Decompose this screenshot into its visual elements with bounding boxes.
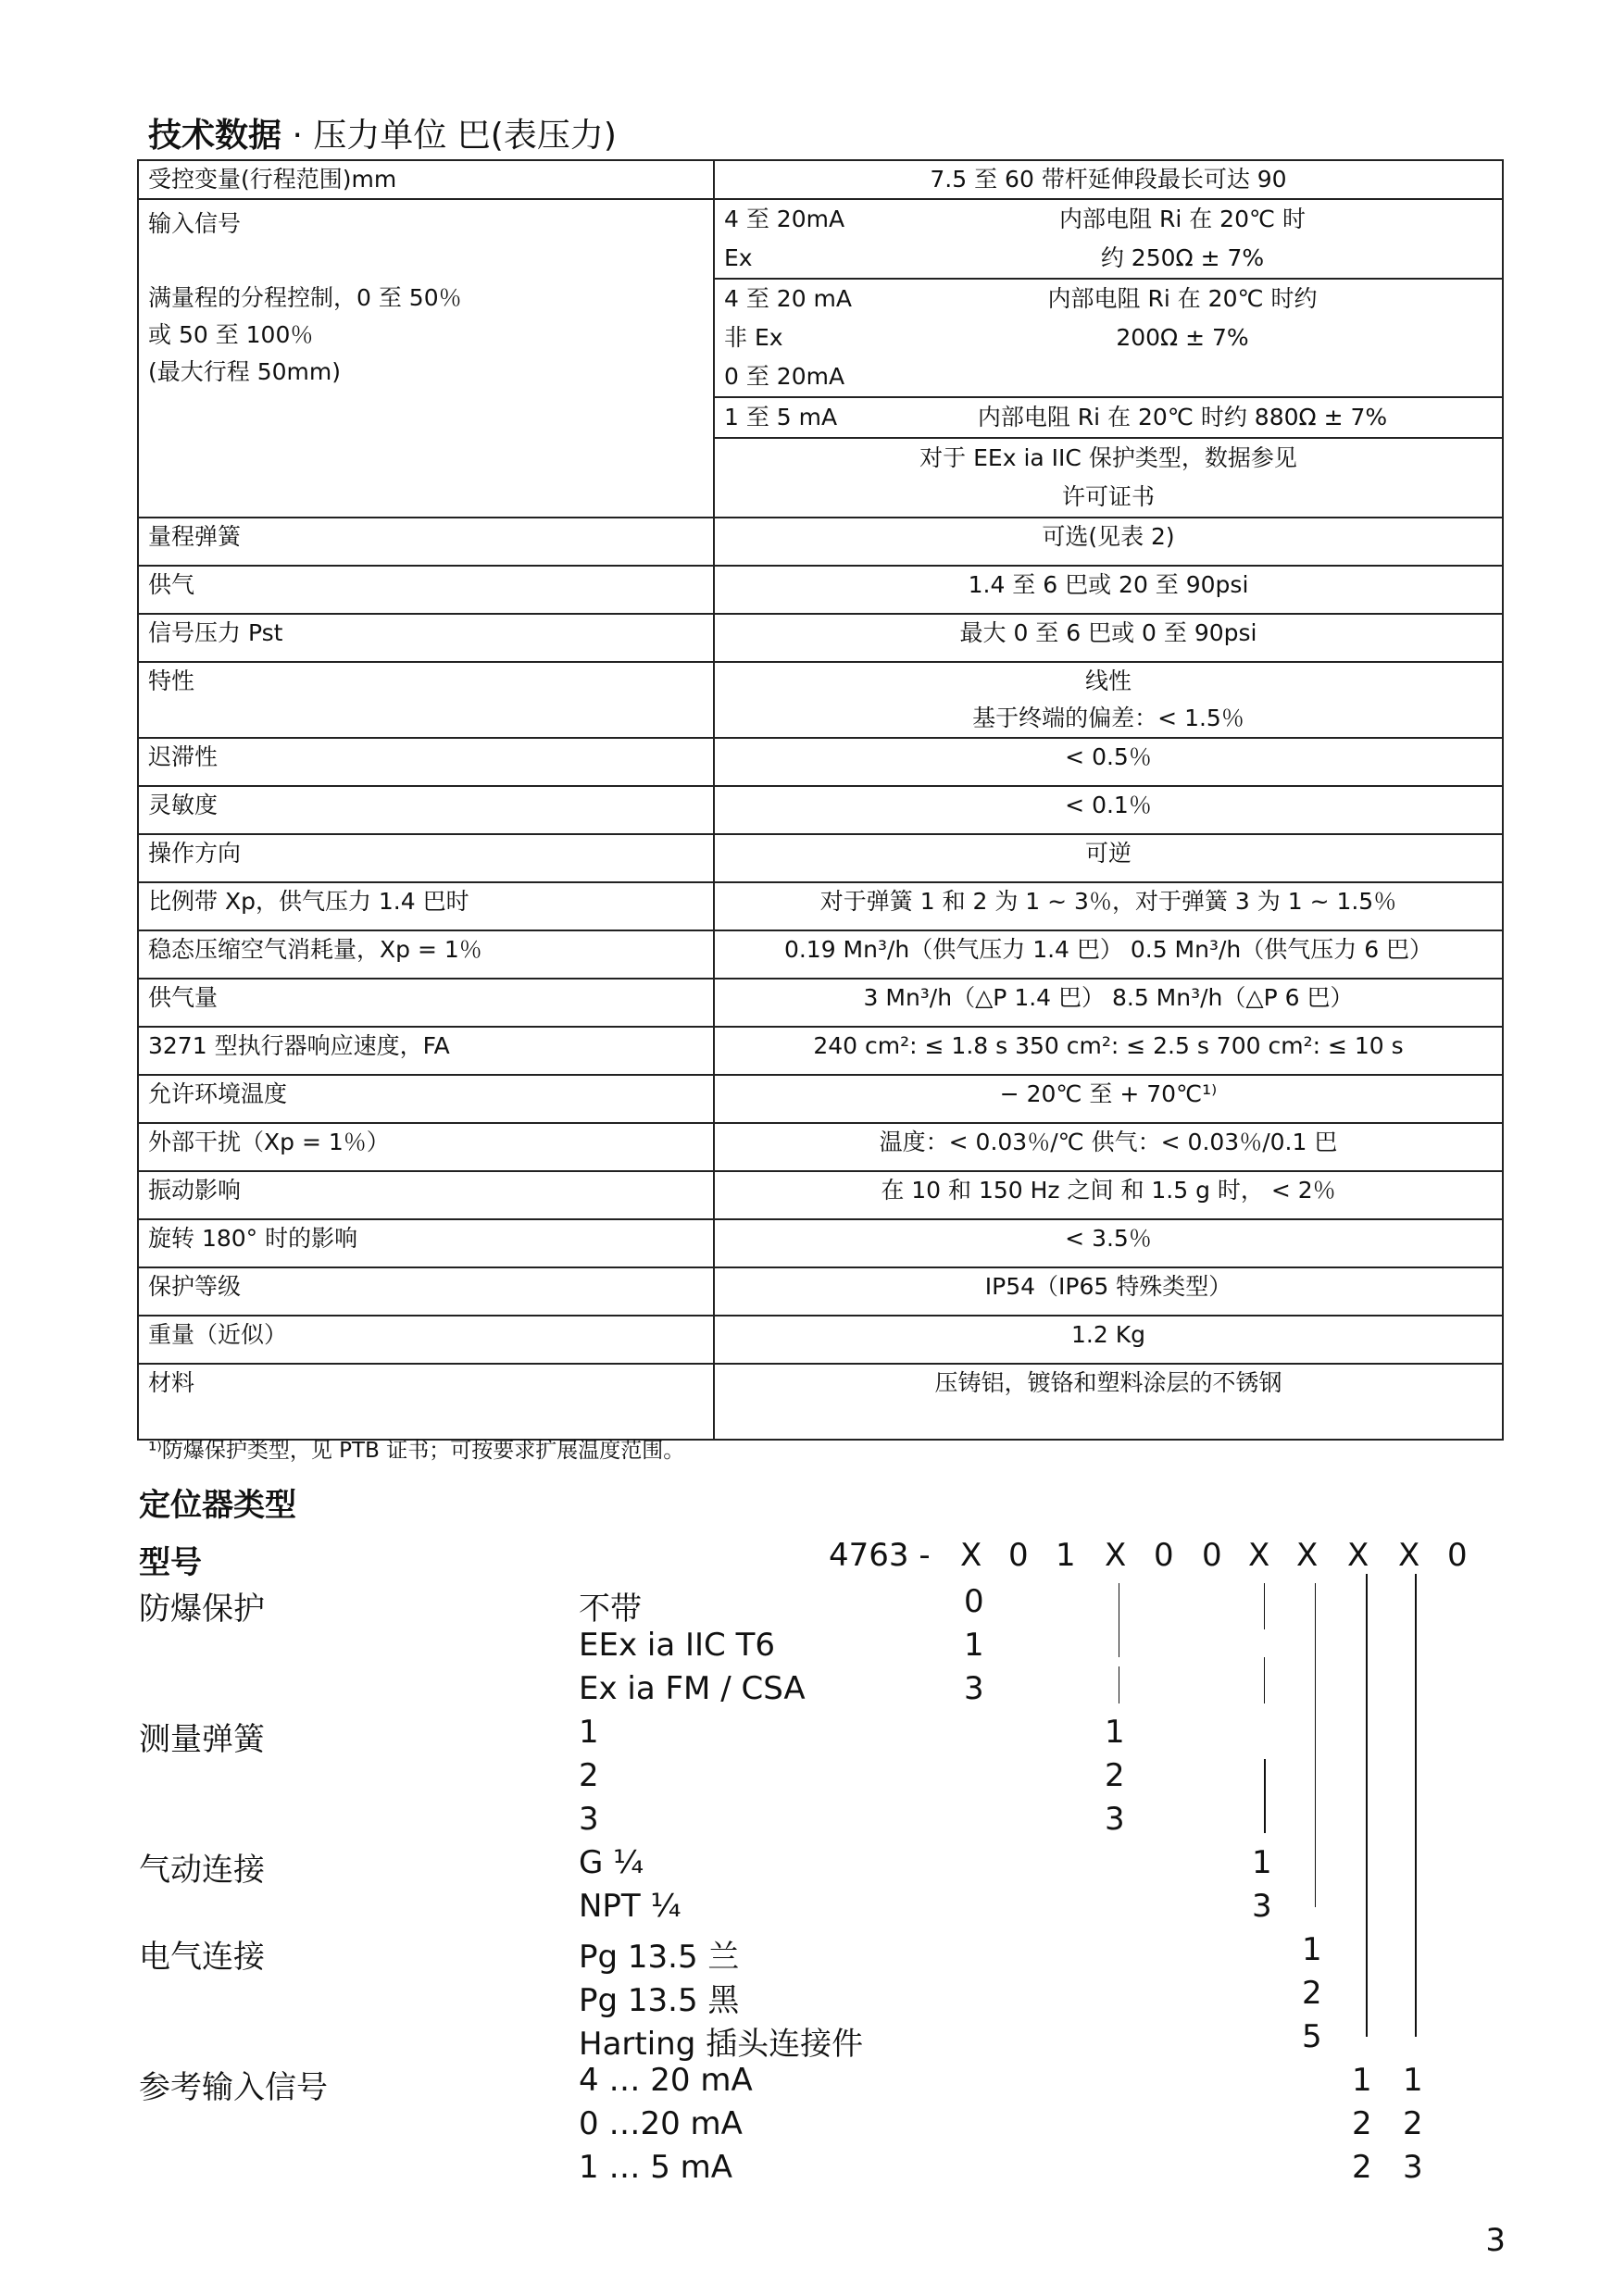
spec-label: 信号压力 Pst <box>138 614 714 662</box>
spec-label: 灵敏度 <box>138 786 714 834</box>
option-label: Pg 13.5 兰 <box>579 1939 740 1976</box>
spec-row <box>138 1219 1503 1267</box>
model-code-char: X <box>1248 1537 1270 1574</box>
spec-row <box>138 1316 1503 1364</box>
spec-label: 供气 <box>138 566 714 614</box>
spec-value: 7.5 至 60 带杆延伸段最长可达 90 <box>714 160 1503 199</box>
option-label: EEx ia IIC T6 <box>579 1627 775 1664</box>
model-code-char: X <box>1105 1537 1127 1574</box>
spec-label: 重量（近似） <box>138 1316 714 1364</box>
connector-line <box>1264 1759 1266 1833</box>
spec-value: 最大 0 至 6 巴或 0 至 90psi <box>714 614 1503 662</box>
spec-subrow: 4 至 20mA Ex 内部电阻 Ri 在 20℃ 时 约 250Ω ± 7% <box>715 200 1502 280</box>
option-label: 不带 <box>579 1591 642 1628</box>
option-code: 5 <box>1302 2018 1322 2055</box>
option-label: Ex ia FM / CSA <box>579 1670 806 1707</box>
spec-row <box>138 566 1503 614</box>
option-code: 3 <box>1105 1801 1125 1838</box>
spec-row <box>138 518 1503 566</box>
spec-value: − 20℃ 至 + 70℃¹⁾ <box>714 1075 1503 1123</box>
spec-label: 稳态压缩空气消耗量，Xp = 1％ <box>138 930 714 979</box>
model-code-char: 0 <box>1447 1537 1468 1574</box>
spec-label: 保护等级 <box>138 1267 714 1316</box>
spec-row <box>138 614 1503 662</box>
spec-label: 允许环境温度 <box>138 1075 714 1123</box>
model-code-char: 0 <box>1008 1537 1029 1574</box>
spec-label: 输入信号 满量程的分程控制，0 至 50％ 或 50 至 100％ (最大行程 50mm) <box>138 199 714 518</box>
spec-value: 1.4 至 6 巴或 20 至 90psi <box>714 566 1503 614</box>
spec-subrow: 1 至 5 mA 内部电阻 Ri 在 20℃ 时约 880Ω ± 7% <box>715 398 1502 439</box>
option-group-name: 参考输入信号 <box>139 2069 328 2106</box>
model-code-char: X <box>1398 1537 1420 1574</box>
option-group-name: 气动连接 <box>139 1852 265 1889</box>
spec-value: 可逆 <box>714 834 1503 882</box>
connector-line <box>1264 1657 1265 1703</box>
option-code: 2 <box>1352 2105 1372 2142</box>
spec-value: 压铸铝，镀铬和塑料涂层的不锈钢 <box>714 1364 1503 1440</box>
option-code: 1 <box>1252 1844 1272 1881</box>
spec-subrow: 对于 EEx ia IIC 保护类型，数据参见 许可证书 <box>919 444 1297 510</box>
spec-row <box>138 882 1503 930</box>
connector-line <box>1264 1583 1265 1629</box>
spec-value <box>714 199 1503 518</box>
model-prefix: 4763 - <box>829 1537 931 1574</box>
spec-value: 可选(见表 2) <box>714 518 1503 566</box>
option-label: 1 <box>579 1714 599 1751</box>
option-code: 1 <box>1302 1931 1322 1968</box>
option-label: 1 … 5 mA <box>579 2149 733 2186</box>
option-label: 0 …20 mA <box>579 2105 743 2142</box>
spec-label: 旋转 180° 时的影响 <box>138 1219 714 1267</box>
spec-row <box>138 160 1503 199</box>
spec-value: 对于弹簧 1 和 2 为 1 ~ 3％，对于弹簧 3 为 1 ~ 1.5％ <box>714 882 1503 930</box>
spec-row <box>138 199 1503 518</box>
page-number: 3 <box>1485 2222 1506 2259</box>
footnote: ¹⁾防爆保护类型，见 PTB 证书；可按要求扩展温度范围。 <box>148 1439 685 1463</box>
spec-table <box>137 159 1504 1441</box>
spec-label: 3271 型执行器响应速度，FA <box>138 1027 714 1075</box>
spec-row <box>138 738 1503 786</box>
option-code: 2 <box>1352 2149 1372 2186</box>
option-code: 3 <box>1252 1888 1272 1925</box>
spec-label: 材料 <box>138 1364 714 1440</box>
option-group-name: 防爆保护 <box>139 1591 265 1628</box>
model-code-char: 0 <box>1202 1537 1222 1574</box>
spec-value: < 3.5％ <box>714 1219 1503 1267</box>
spec-label: 操作方向 <box>138 834 714 882</box>
option-label: Harting 插头连接件 <box>579 2026 864 2063</box>
option-label: 2 <box>579 1757 599 1794</box>
page-title: 技术数据 · 压力单位 巴(表压力) <box>148 117 617 155</box>
spec-row <box>138 1364 1503 1440</box>
option-code: 0 <box>964 1583 984 1620</box>
spec-label: 比例带 Xp，供气压力 1.4 巴时 <box>138 882 714 930</box>
model-code-char: X <box>960 1537 982 1574</box>
section-title: 定位器类型 <box>139 1487 296 1524</box>
spec-label: 供气量 <box>138 979 714 1027</box>
spec-row <box>138 662 1503 738</box>
option-code: 2 <box>1105 1757 1125 1794</box>
spec-value: 1.2 Kg <box>714 1316 1503 1364</box>
spec-row <box>138 930 1503 979</box>
connector-line <box>1366 1574 1368 2037</box>
option-label: G ¹⁄₄ <box>579 1844 644 1881</box>
option-label: 3 <box>579 1801 599 1838</box>
spec-label: 外部干扰（Xp = 1％） <box>138 1123 714 1171</box>
option-code: 1 <box>1403 2062 1423 2099</box>
spec-row <box>138 1267 1503 1316</box>
option-code: 1 <box>1105 1714 1125 1751</box>
option-code: 3 <box>964 1670 984 1707</box>
spec-row <box>138 1027 1503 1075</box>
model-code-char: 0 <box>1154 1537 1174 1574</box>
spec-value: IP54（IP65 特殊类型） <box>714 1267 1503 1316</box>
model-code-char: X <box>1347 1537 1369 1574</box>
spec-label: 受控变量(行程范围)mm <box>138 160 714 199</box>
option-code: 2 <box>1302 1975 1322 2012</box>
spec-value: 0.19 Mn³/h（供气压力 1.4 巴） 0.5 Mn³/h（供气压力 6 巴） <box>714 930 1503 979</box>
model-code-char: 1 <box>1056 1537 1076 1574</box>
spec-value: 3 Mn³/h（△P 1.4 巴） 8.5 Mn³/h（△P 6 巴） <box>714 979 1503 1027</box>
model-label: 型号 <box>139 1544 202 1581</box>
spec-row <box>138 834 1503 882</box>
spec-row <box>138 979 1503 1027</box>
connector-line <box>1315 1583 1316 1907</box>
spec-row <box>138 1123 1503 1171</box>
option-code: 1 <box>964 1627 984 1664</box>
spec-row <box>138 1171 1503 1219</box>
spec-row <box>138 786 1503 834</box>
spec-subrow: 4 至 20 mA 非 Ex 0 至 20mA 内部电阻 Ri 在 20℃ 时约 200Ω ± 7% <box>715 280 1502 398</box>
spec-label: 量程弹簧 <box>138 518 714 566</box>
spec-value: 在 10 和 150 Hz 之间 和 1.5 g 时， < 2％ <box>714 1171 1503 1219</box>
spec-value: 240 cm²: ≤ 1.8 s 350 cm²: ≤ 2.5 s 700 cm²: ≤ 10 s <box>714 1027 1503 1075</box>
spec-label: 特性 <box>138 662 714 738</box>
connector-line <box>1415 1574 1417 2037</box>
option-group-name: 电气连接 <box>139 1939 265 1976</box>
model-code-char: X <box>1296 1537 1319 1574</box>
option-group-name: 测量弹簧 <box>139 1721 265 1758</box>
spec-value: < 0.5％ <box>714 738 1503 786</box>
option-label: NPT ¹⁄₄ <box>579 1888 681 1925</box>
spec-value: 线性 基于终端的偏差：< 1.5％ <box>714 662 1503 738</box>
spec-value: 温度：< 0.03％/℃ 供气：< 0.03％/0.1 巴 <box>714 1123 1503 1171</box>
spec-label: 振动影响 <box>138 1171 714 1219</box>
spec-label: 迟滞性 <box>138 738 714 786</box>
spec-value: < 0.1％ <box>714 786 1503 834</box>
option-label: 4 … 20 mA <box>579 2062 753 2099</box>
option-code: 2 <box>1403 2105 1423 2142</box>
option-code: 3 <box>1403 2149 1423 2186</box>
option-label: Pg 13.5 黑 <box>579 1982 740 2019</box>
spec-row <box>138 1075 1503 1123</box>
option-code: 1 <box>1352 2062 1372 2099</box>
